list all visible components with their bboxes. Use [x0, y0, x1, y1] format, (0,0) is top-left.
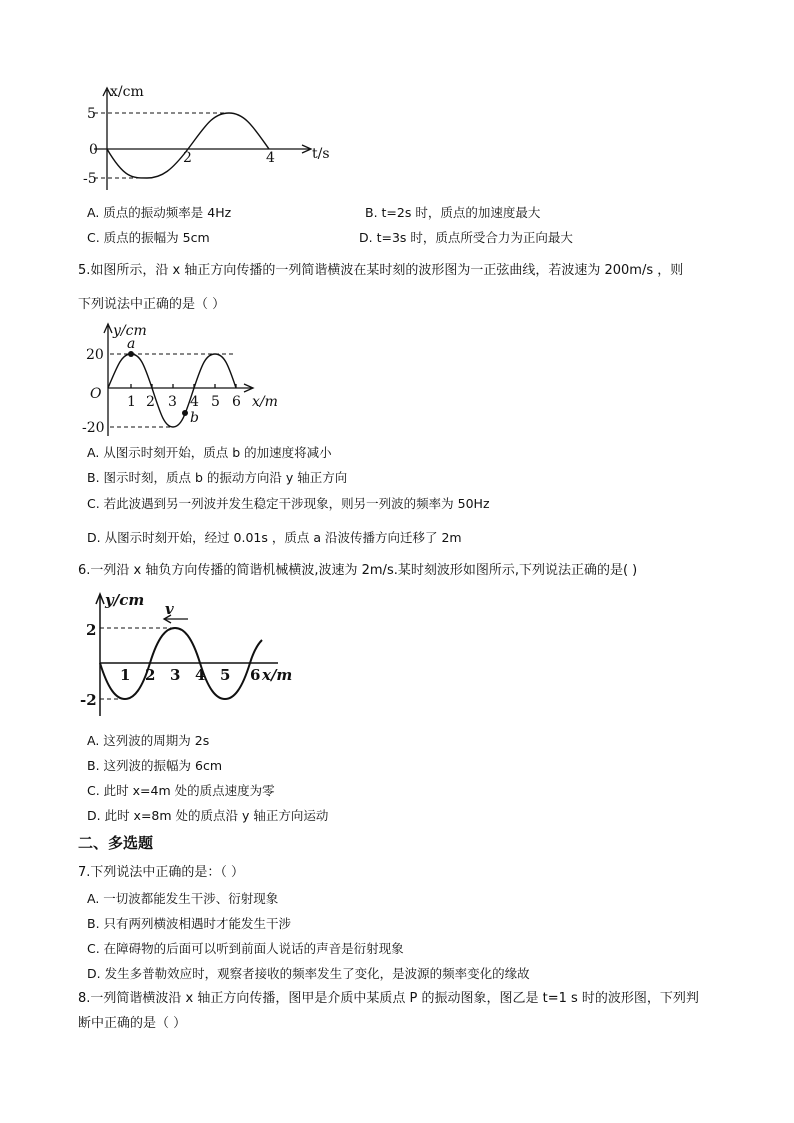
q6-velocity-label: v	[165, 600, 174, 618]
q7-option-b: B. 只有两列横波相遇时才能发生干涉	[87, 916, 292, 931]
q6-x-tick-2: 2	[145, 666, 156, 684]
q5-y-pos: 20	[86, 347, 104, 363]
q5-y-neg: -20	[82, 420, 105, 436]
q5-option-d: D. 从图示时刻开始，经过 0.01s ，质点 a 沿波传播方向迁移了 2m	[87, 530, 462, 545]
q4-x-tick-2: 2	[183, 150, 192, 166]
q8-stem-line1: 8.一列简谐横波沿 x 轴正方向传播，图甲是介质中某质点 P 的振动图象，图乙是 t=1 s 时的波形图，下列判	[78, 991, 699, 1006]
q5-point-b: b	[190, 410, 199, 426]
q5-point-a: a	[127, 336, 136, 352]
q6-x-tick-5: 5	[220, 666, 231, 684]
q6-option-b: B. 这列波的振幅为 6cm	[87, 758, 222, 773]
q6-option-c: C. 此时 x=4m 处的质点速度为零	[87, 783, 275, 798]
q4-option-b: B. t=2s 时，质点的加速度最大	[365, 205, 541, 220]
q4-option-a: A. 质点的振动频率是 4Hz	[87, 205, 232, 220]
q5-x-tick-3: 3	[168, 394, 177, 410]
q4-y-neg: -5	[83, 171, 97, 187]
q6-x-tick-3: 3	[170, 666, 181, 684]
q4-curve	[107, 113, 269, 178]
q4-y-label: x/cm	[110, 84, 144, 100]
q4-option-d: D. t=3s 时，质点所受合力为正向最大	[359, 230, 573, 245]
q6-x-label: x/m	[262, 666, 293, 684]
q6-y-neg: -2	[80, 691, 97, 709]
q7-option-c: C. 在障碍物的后面可以听到前面人说话的声音是衍射现象	[87, 941, 404, 956]
q5-curve	[108, 354, 236, 427]
q5-x-tick-5: 5	[211, 394, 220, 410]
q5-x-tick-4: 4	[190, 394, 199, 410]
q6-y-label: y/cm	[105, 591, 145, 609]
q5-option-c: C. 若此波遇到另一列波并发生稳定干涉现象，则另一列波的频率为 50Hz	[87, 496, 490, 511]
q6-option-a: A. 这列波的周期为 2s	[87, 733, 210, 748]
q6-option-d: D. 此时 x=8m 处的质点沿 y 轴正方向运动	[87, 808, 329, 823]
section-title: 二、多选题	[78, 834, 154, 852]
q5-option-a: A. 从图示时刻开始，质点 b 的加速度将减小	[87, 445, 332, 460]
q5-stem-line2: 下列说法中正确的是（ ）	[78, 297, 226, 312]
q5-x-tick-6: 6	[232, 394, 241, 410]
q6-y-pos: 2	[86, 621, 97, 639]
q5-y-label: y/cm	[113, 323, 147, 339]
q5-x-tick-2: 2	[146, 394, 155, 410]
q6-x-tick-1: 1	[120, 666, 131, 684]
q6-graph	[78, 588, 308, 722]
q6-x-tick-6: 6	[250, 666, 261, 684]
q5-graph	[80, 318, 290, 440]
q4-graph	[80, 80, 340, 195]
q7-option-a: A. 一切波都能发生干涉、衍射现象	[87, 891, 279, 906]
q4-x-tick-4: 4	[266, 150, 275, 166]
q4-option-c: C. 质点的振幅为 5cm	[87, 230, 210, 245]
q5-y-zero: O	[90, 386, 102, 402]
q5-option-b: B. 图示时刻，质点 b 的振动方向沿 y 轴正方向	[87, 470, 348, 485]
q5-stem-line1: 5.如图所示，沿 x 轴正方向传播的一列简谐横波在某时刻的波形图为一正弦曲线，若波速为 200m/s ，则	[78, 263, 684, 278]
q6-x-tick-4: 4	[195, 666, 206, 684]
q4-x-label: t/s	[312, 146, 330, 162]
q7-option-d: D. 发生多普勒效应时，观察者接收的频率发生了变化，是波源的频率变化的缘故	[87, 966, 530, 981]
q5-point-b-dot	[182, 410, 188, 416]
q4-y-zero: 0	[89, 142, 98, 158]
q6-stem: 6.一列沿 x 轴负方向传播的简谐机械横波,波速为 2m/s.某时刻波形如图所示,下列说法正确的是( )	[78, 563, 638, 578]
q8-stem-line2: 断中正确的是（ ）	[78, 1016, 187, 1031]
q4-y-pos: 5	[87, 106, 96, 122]
q7-stem: 7.下列说法中正确的是：（ ）	[78, 865, 245, 880]
q5-x-label: x/m	[252, 394, 278, 410]
q5-x-tick-1: 1	[127, 394, 136, 410]
